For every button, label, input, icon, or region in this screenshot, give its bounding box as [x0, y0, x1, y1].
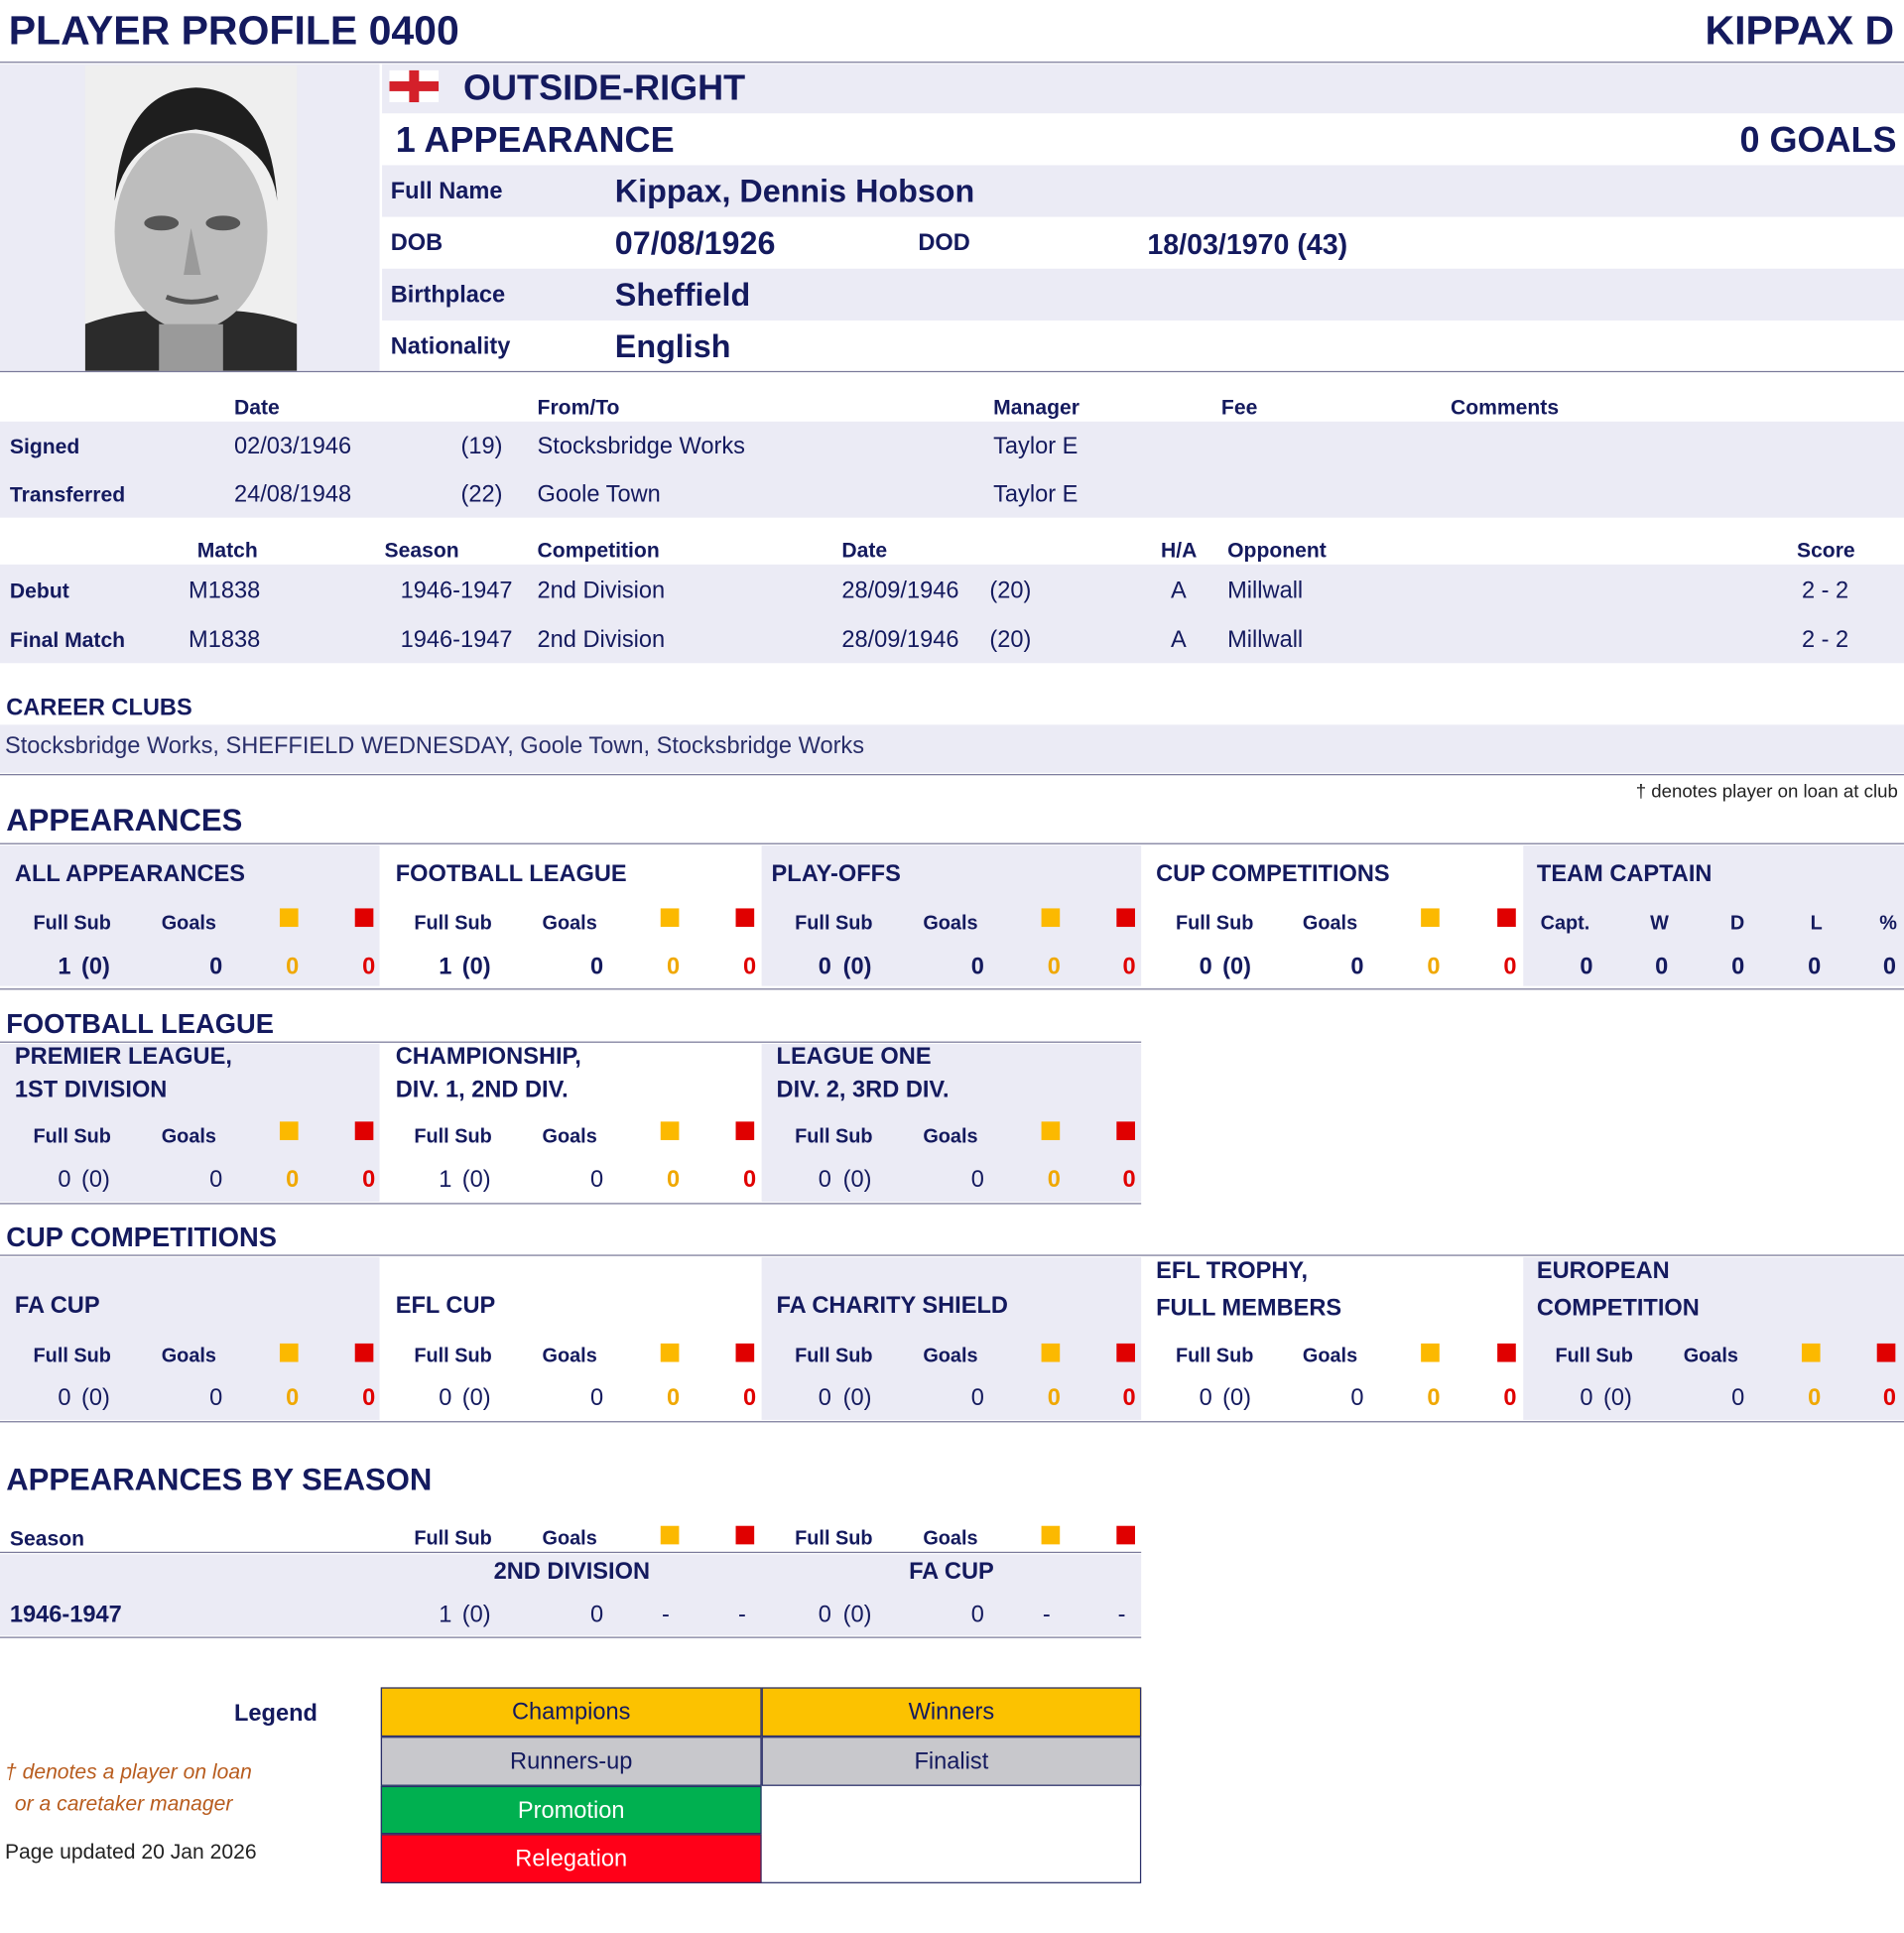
block-subtitle: DIV. 1, 2ND DIV.	[395, 1077, 569, 1103]
yellow-value: 0	[286, 954, 300, 980]
transfers-fromto-header: From/To	[537, 395, 620, 420]
yellow-value: 0	[1427, 1385, 1441, 1412]
yellow-card-icon	[661, 1121, 680, 1140]
block-title: ALL APPEARANCES	[14, 861, 246, 888]
goals-value: 0	[970, 1167, 984, 1194]
by-season-title: APPEARANCES BY SEASON	[6, 1463, 433, 1498]
match-ha: A	[1170, 627, 1187, 654]
red-card-icon	[355, 908, 374, 927]
row-label: Debut	[9, 579, 69, 603]
match-id: M1838	[189, 578, 261, 604]
sub-value: (0)	[80, 1385, 110, 1412]
block-title: EFL CUP	[395, 1292, 496, 1320]
yellow-value: 0	[1427, 954, 1441, 980]
full-value: 0	[818, 1167, 831, 1194]
full-sub-header: Full Sub	[795, 913, 873, 935]
red-value: 0	[742, 1385, 757, 1412]
block-title: FOOTBALL LEAGUE	[395, 861, 627, 888]
yellow-card-icon	[280, 908, 299, 927]
yellow-value: 0	[286, 1167, 300, 1194]
match-season: 1946-1947	[400, 578, 513, 604]
red-value: -	[738, 1602, 746, 1628]
goals-header: Goals	[542, 1528, 597, 1550]
full-name-label: Full Name	[390, 179, 503, 205]
match-date: 28/09/1946	[841, 578, 959, 604]
goals-value: 0	[970, 1602, 984, 1628]
capt-header: Capt.	[1540, 913, 1590, 935]
ha-header: H/A	[1161, 538, 1198, 563]
legend-title: Legend	[233, 1701, 317, 1728]
competition-header: Competition	[537, 538, 660, 563]
goals-header: Goals	[1683, 1346, 1738, 1367]
block-title: FA CHARITY SHIELD	[776, 1292, 1008, 1320]
full-value: 0	[1199, 954, 1212, 980]
red-card-icon	[1116, 1344, 1135, 1362]
sub-value: (0)	[1222, 954, 1252, 980]
block-title: PREMIER LEAGUE,	[14, 1044, 232, 1071]
transfers-date-header: Date	[233, 395, 280, 420]
goals-header: Goals	[923, 913, 978, 935]
birthplace-label: Birthplace	[390, 282, 506, 309]
yellow-card-icon	[280, 1344, 299, 1362]
block-title: EFL TROPHY,	[1156, 1258, 1309, 1285]
red-card-icon	[1497, 908, 1516, 927]
draws-value: 0	[1731, 954, 1745, 980]
full-value: 0	[58, 1167, 71, 1194]
wins-header: W	[1650, 913, 1669, 935]
date-header: Date	[841, 538, 888, 563]
goals-value: 0	[589, 1167, 604, 1194]
match-age: (20)	[989, 627, 1032, 654]
goals-value: 0	[1350, 1385, 1364, 1412]
draws-header: D	[1729, 913, 1745, 935]
sub-value: (0)	[842, 1602, 872, 1628]
page-title: PLAYER PROFILE 0400	[8, 7, 459, 54]
match-season: 1946-1947	[400, 627, 513, 654]
wins-value: 0	[1655, 954, 1669, 980]
transfer-age: (19)	[460, 434, 503, 460]
goals-header: Goals	[542, 913, 597, 935]
match-opponent: Millwall	[1227, 627, 1304, 654]
goals-header: Goals	[161, 1346, 216, 1367]
goals-value: 0	[970, 954, 984, 980]
dod-label: DOD	[918, 230, 970, 257]
yellow-card-icon	[1042, 1121, 1061, 1140]
block-title: EUROPEAN	[1536, 1258, 1670, 1285]
red-value: 0	[742, 954, 757, 980]
full-sub-header: Full Sub	[33, 1126, 111, 1148]
legend-promotion: Promotion	[381, 1786, 762, 1834]
sub-value: (0)	[842, 954, 872, 980]
transfer-date: 24/08/1948	[233, 481, 352, 508]
yellow-card-icon	[1421, 908, 1440, 927]
career-clubs: Stocksbridge Works, SHEFFIELD WEDNESDAY, Goole Town, Stocksbridge Works	[4, 733, 865, 760]
match-score: 2 - 2	[1801, 578, 1849, 604]
goals-header: Goals	[923, 1528, 978, 1550]
comp-header-facup: FA CUP	[909, 1559, 994, 1586]
match-competition: 2nd Division	[537, 578, 666, 604]
match-age: (20)	[989, 578, 1032, 604]
captain-title: TEAM CAPTAIN	[1536, 861, 1713, 888]
yellow-value: 0	[286, 1385, 300, 1412]
match-date: 28/09/1946	[841, 627, 959, 654]
sub-value: (0)	[842, 1385, 872, 1412]
sub-value: (0)	[461, 1602, 491, 1628]
loan-note: † denotes player on loan at club	[1635, 781, 1898, 803]
yellow-value: -	[662, 1602, 670, 1628]
losses-value: 0	[1808, 954, 1822, 980]
goals-header: Goals	[542, 1346, 597, 1367]
red-value: 0	[1122, 1385, 1136, 1412]
block-subtitle: COMPETITION	[1536, 1295, 1700, 1322]
match-id: M1838	[189, 627, 261, 654]
yellow-card-icon	[1802, 1344, 1821, 1362]
full-sub-header: Full Sub	[414, 1346, 492, 1367]
red-card-icon	[736, 1526, 755, 1545]
full-value: 1	[439, 1602, 452, 1628]
goals-header: Goals	[1302, 913, 1358, 935]
goals-value: 0	[209, 1385, 223, 1412]
yellow-card-icon	[280, 1121, 299, 1140]
red-card-icon	[1116, 908, 1135, 927]
red-value: 0	[362, 954, 376, 980]
sub-value: (0)	[80, 1167, 110, 1194]
full-sub-header: Full Sub	[414, 913, 492, 935]
yellow-value: 0	[666, 1167, 681, 1194]
legend-loan-note-2: or a caretaker manager	[14, 1792, 233, 1816]
full-value: 0	[58, 1385, 71, 1412]
yellow-card-icon	[661, 1344, 680, 1362]
red-card-icon	[736, 1121, 755, 1140]
appearances-title: APPEARANCES	[6, 803, 243, 838]
transfers-manager-header: Manager	[993, 395, 1079, 420]
legend-loan-note: † denotes a player on loan	[4, 1759, 252, 1784]
red-value: 0	[1122, 1167, 1136, 1194]
goals-value: 0	[209, 954, 223, 980]
transfers-comments-header: Comments	[1450, 395, 1560, 420]
sub-value: (0)	[1602, 1385, 1632, 1412]
comp-header-league: 2ND DIVISION	[493, 1559, 651, 1586]
goals-header: Goals	[923, 1126, 978, 1148]
red-card-icon	[1116, 1526, 1135, 1545]
nationality: English	[614, 327, 731, 365]
red-value: 0	[1503, 954, 1517, 980]
full-sub-header: Full Sub	[1175, 1346, 1254, 1367]
full-sub-header: Full Sub	[1175, 913, 1254, 935]
block-title: FA CUP	[14, 1292, 100, 1320]
transfers-fee-header: Fee	[1220, 395, 1258, 420]
season-header: Season	[384, 538, 459, 563]
percent-header: %	[1879, 913, 1897, 935]
red-card-icon	[355, 1344, 374, 1362]
yellow-value: 0	[1047, 954, 1061, 980]
full-sub-header: Full Sub	[414, 1126, 492, 1148]
full-value: 1	[439, 1167, 452, 1194]
season-value: 1946-1947	[9, 1602, 122, 1628]
cups-title: CUP COMPETITIONS	[6, 1221, 278, 1252]
block-title: CHAMPIONSHIP,	[395, 1044, 581, 1071]
full-value: 0	[818, 1385, 831, 1412]
full-name: Kippax, Dennis Hobson	[614, 172, 975, 210]
goals-header: Goals	[161, 913, 216, 935]
yellow-card-icon	[661, 908, 680, 927]
red-card-icon	[1877, 1344, 1896, 1362]
transfer-manager: Taylor E	[993, 481, 1079, 508]
red-value: 0	[362, 1167, 376, 1194]
match-ha: A	[1170, 578, 1187, 604]
goals-header: Goals	[542, 1126, 597, 1148]
goals-value: 0	[589, 1602, 604, 1628]
yellow-value: 0	[1808, 1385, 1822, 1412]
full-value: 1	[439, 954, 452, 980]
england-flag-icon	[390, 70, 440, 102]
goals-value: 0	[970, 1385, 984, 1412]
goals-value: 0	[1350, 954, 1364, 980]
goals-value: 0	[1731, 1385, 1745, 1412]
row-label: Signed	[9, 435, 80, 459]
match-competition: 2nd Division	[537, 627, 666, 654]
red-value: 0	[362, 1385, 376, 1412]
percent-value: 0	[1882, 954, 1897, 980]
birthplace: Sheffield	[614, 276, 751, 314]
full-sub-header: Full Sub	[33, 913, 111, 935]
goals-value: 0	[209, 1167, 223, 1194]
full-sub-header: Full Sub	[795, 1528, 873, 1550]
dod: 18/03/1970 (43)	[1147, 227, 1348, 261]
yellow-card-icon	[1421, 1344, 1440, 1362]
red-card-icon	[1497, 1344, 1516, 1362]
full-sub-header: Full Sub	[414, 1528, 492, 1550]
sub-value: (0)	[1222, 1385, 1252, 1412]
red-value: 0	[1882, 1385, 1897, 1412]
red-value: 0	[742, 1167, 757, 1194]
full-value: 0	[818, 1602, 831, 1628]
legend-finalist: Finalist	[762, 1737, 1142, 1786]
sub-value: (0)	[461, 1167, 491, 1194]
yellow-value: 0	[1047, 1385, 1061, 1412]
sub-value: (0)	[461, 1385, 491, 1412]
transfer-date: 02/03/1946	[233, 434, 352, 460]
block-title: PLAY-OFFS	[771, 861, 901, 888]
capt-value: 0	[1580, 954, 1593, 980]
full-value: 0	[1199, 1385, 1212, 1412]
nationality-label: Nationality	[390, 333, 511, 360]
row-label: Final Match	[9, 628, 126, 653]
yellow-card-icon	[1042, 1344, 1061, 1362]
block-title: CUP COMPETITIONS	[1156, 861, 1390, 888]
transfer-manager: Taylor E	[993, 434, 1079, 460]
goal-count: 0 GOALS	[1739, 120, 1897, 161]
yellow-value: 0	[666, 1385, 681, 1412]
red-card-icon	[1116, 1121, 1135, 1140]
yellow-value: -	[1042, 1602, 1051, 1628]
match-opponent: Millwall	[1227, 578, 1304, 604]
legend-winners: Winners	[762, 1687, 1142, 1737]
career-clubs-title: CAREER CLUBS	[6, 695, 192, 721]
full-value: 0	[1580, 1385, 1593, 1412]
yellow-value: 0	[666, 954, 681, 980]
transfer-club: Goole Town	[537, 481, 661, 508]
transfer-club: Stocksbridge Works	[537, 434, 745, 460]
match-header: Match	[196, 538, 258, 563]
goals-value: 0	[589, 1385, 604, 1412]
player-photo	[85, 65, 298, 371]
block-subtitle: FULL MEMBERS	[1156, 1295, 1342, 1322]
full-sub-header: Full Sub	[33, 1346, 111, 1367]
legend-runners-up: Runners-up	[381, 1737, 762, 1786]
full-value: 0	[439, 1385, 452, 1412]
transfer-age: (22)	[460, 481, 503, 508]
sub-value: (0)	[80, 954, 110, 980]
full-value: 0	[818, 954, 831, 980]
full-sub-header: Full Sub	[795, 1126, 873, 1148]
sub-value: (0)	[461, 954, 491, 980]
block-subtitle: DIV. 2, 3RD DIV.	[776, 1077, 950, 1103]
appearance-count: 1 APPEARANCE	[395, 120, 675, 161]
legend-relegation: Relegation	[381, 1834, 762, 1883]
block-subtitle: 1ST DIVISION	[14, 1077, 168, 1103]
red-value: -	[1117, 1602, 1126, 1628]
red-card-icon	[355, 1121, 374, 1140]
yellow-card-icon	[1042, 908, 1061, 927]
score-header: Score	[1796, 538, 1855, 563]
red-value: 0	[1503, 1385, 1517, 1412]
player-short-name: KIPPAX D	[1705, 7, 1895, 54]
match-score: 2 - 2	[1801, 627, 1849, 654]
goals-header: Goals	[923, 1346, 978, 1367]
red-value: 0	[1122, 954, 1136, 980]
full-sub-header: Full Sub	[1555, 1346, 1633, 1367]
block-title: LEAGUE ONE	[776, 1044, 932, 1071]
sub-value: (0)	[842, 1167, 872, 1194]
goals-value: 0	[589, 954, 604, 980]
yellow-card-icon	[1042, 1526, 1061, 1545]
goals-header: Goals	[1302, 1346, 1358, 1367]
losses-header: L	[1810, 913, 1823, 935]
goals-header: Goals	[161, 1126, 216, 1148]
yellow-value: 0	[1047, 1167, 1061, 1194]
yellow-card-icon	[661, 1526, 680, 1545]
red-card-icon	[736, 1344, 755, 1362]
dob-label: DOB	[390, 230, 444, 257]
legend-champions: Champions	[381, 1687, 762, 1737]
page-updated: Page updated 20 Jan 2026	[4, 1840, 257, 1865]
season-header: Season	[9, 1526, 85, 1551]
red-card-icon	[736, 908, 755, 927]
position: OUTSIDE-RIGHT	[463, 68, 746, 109]
opponent-header: Opponent	[1227, 538, 1327, 563]
full-sub-header: Full Sub	[795, 1346, 873, 1367]
league-title: FOOTBALL LEAGUE	[6, 1008, 274, 1040]
row-label: Transferred	[9, 482, 126, 507]
dob: 07/08/1926	[614, 224, 776, 262]
full-value: 1	[58, 954, 71, 980]
